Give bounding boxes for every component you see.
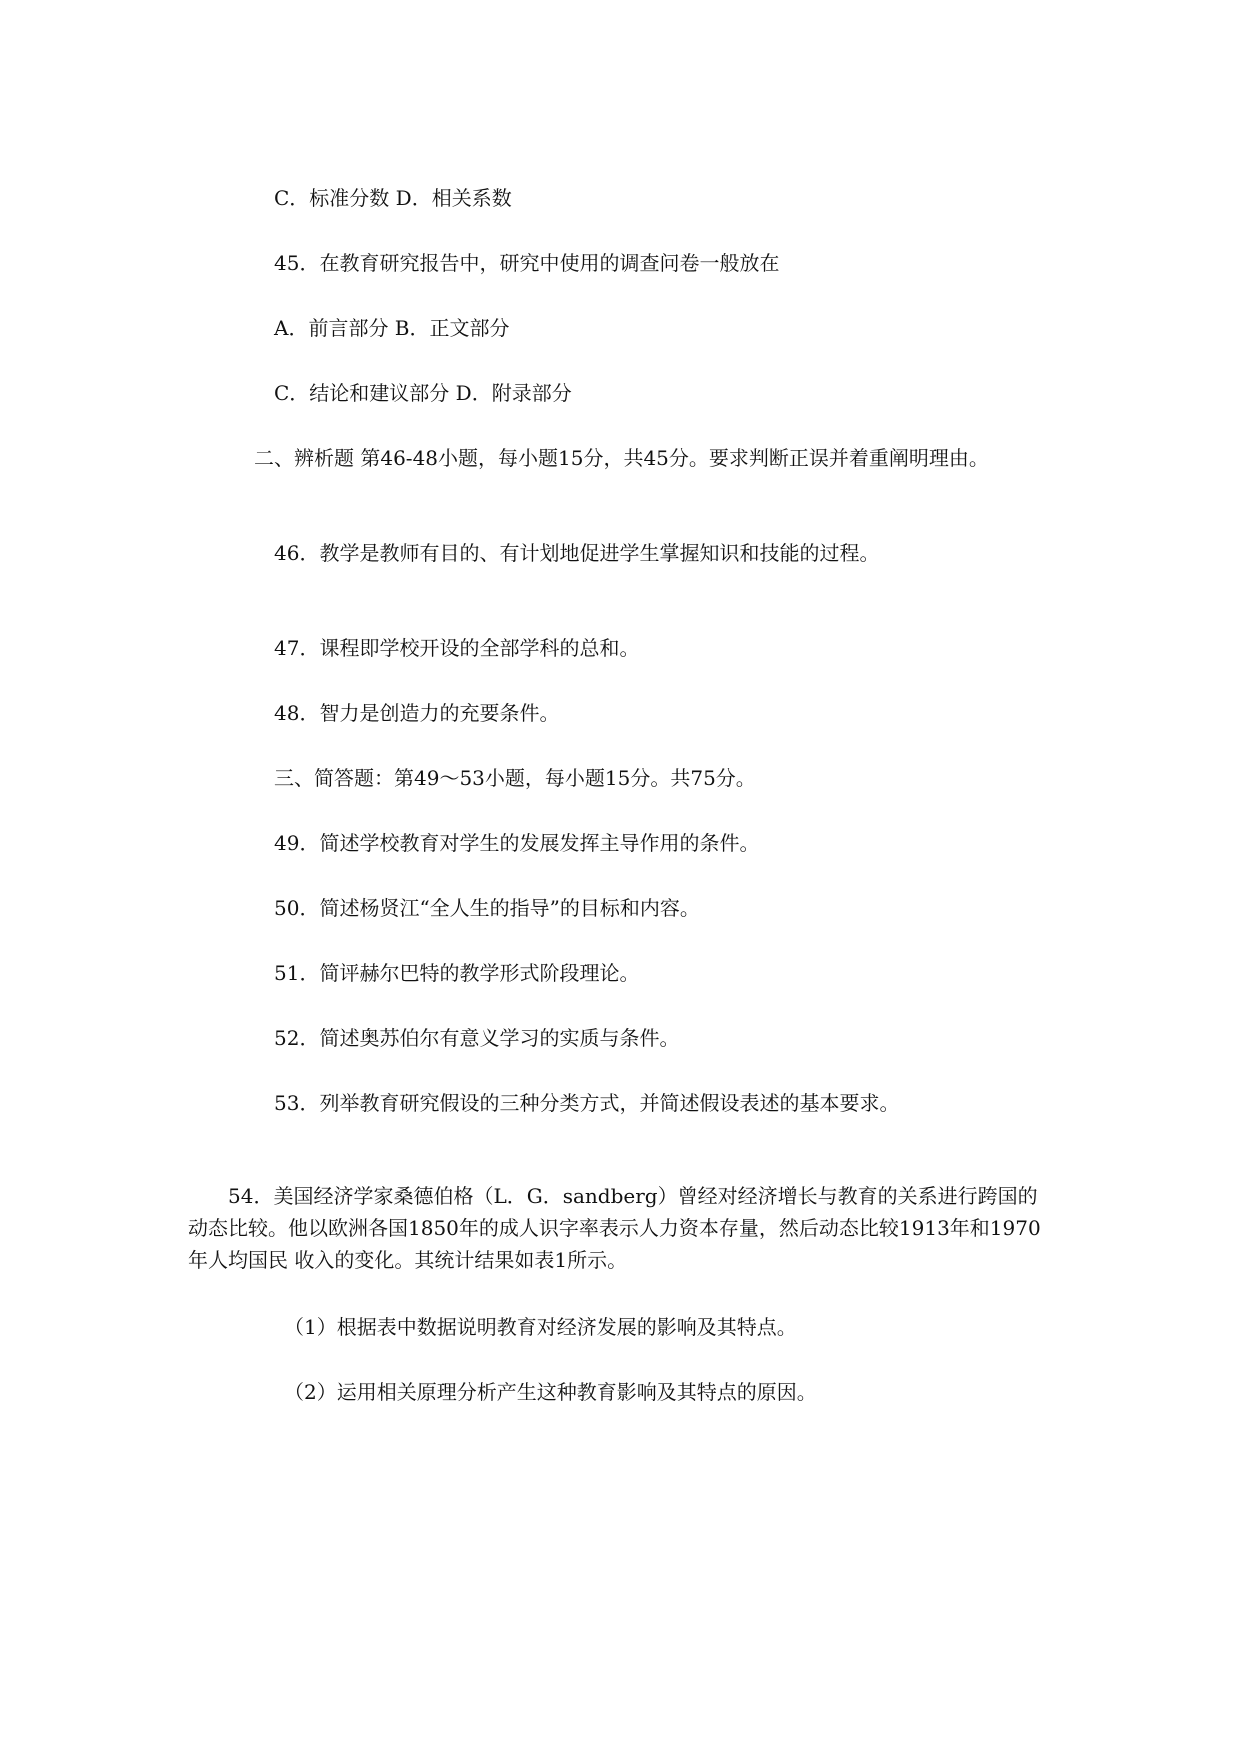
q49-item: 49．简述学校教育对学生的发展发挥主导作用的条件。 — [274, 831, 760, 855]
q52-item: 52．简述奥苏伯尔有意义学习的实质与条件。 — [274, 1026, 680, 1050]
q45-options-ab: A．前言部分 B．正文部分 — [274, 316, 510, 340]
q45-options-cd: C．结论和建议部分 D．附录部分 — [274, 381, 572, 405]
q48-item: 48．智力是创造力的充要条件。 — [274, 701, 560, 725]
q54-stem: 54．美国经济学家桑德伯格（L．G．sandberg）曾经对经济增长与教育的关系进行跨国的动态比较。他以欧洲各国1850年的成人识字率表示人力资本存量，然后动态比较1913年和1970年人均国民 收入的变化。其统计结果如表1所示。 — [188, 1184, 1041, 1272]
q47-item: 47．课程即学校开设的全部学科的总和。 — [274, 636, 640, 660]
q44-options-cd: C．标准分数 D．相关系数 — [274, 186, 512, 210]
q46-item: 46．教学是教师有目的、有计划地促进学生掌握知识和技能的过程。 — [274, 541, 880, 565]
q54-sub1: （1）根据表中数据说明教育对经济发展的影响及其特点。 — [284, 1315, 797, 1339]
q45-stem: 45．在教育研究报告中，研究中使用的调查问卷一般放在 — [274, 251, 780, 275]
q51-item: 51．简评赫尔巴特的教学形式阶段理论。 — [274, 961, 640, 985]
q53-item: 53．列举教育研究假设的三种分类方式，并简述假设表述的基本要求。 — [274, 1091, 900, 1115]
q50-item: 50．简述杨贤江“全人生的指导”的目标和内容。 — [274, 896, 700, 920]
q54-sub2: （2）运用相关原理分析产生这种教育影响及其特点的原因。 — [284, 1380, 817, 1404]
section2-heading: 二、辨析题 第46-48小题，每小题15分，共45分。要求判断正误并着重阐明理由。 — [254, 446, 989, 470]
section3-heading: 三、简答题：第49～53小题，每小题15分。共75分。 — [274, 766, 756, 790]
